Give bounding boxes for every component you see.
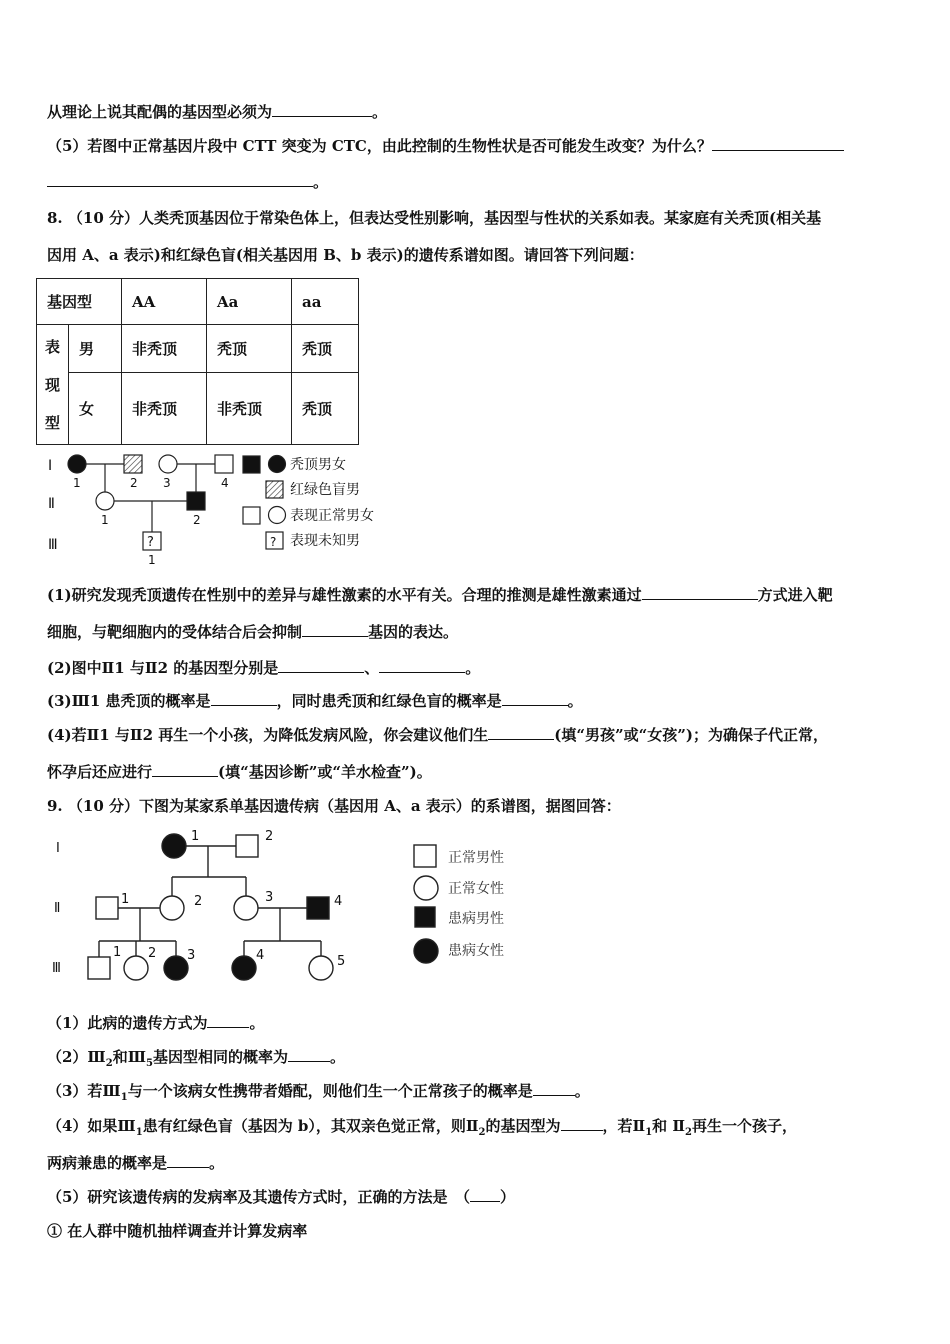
- colorblind-male-symbol: [124, 455, 142, 473]
- gen-label: Ⅲ: [48, 537, 58, 553]
- pedigree-number: 2: [193, 513, 201, 527]
- q8-3: (3)Ⅲ1 患秃顶的概率是 ，同时患秃顶和红绿色盲的概率是 。: [47, 692, 583, 710]
- normal-female-symbol: [159, 455, 177, 473]
- answer-blank[interactable]: [470, 1187, 500, 1202]
- legend-affected-female: [414, 939, 438, 963]
- legend-colorblind-male: [266, 481, 283, 498]
- pedigree-number: 1: [113, 945, 122, 960]
- pedigree-number: 3: [163, 476, 171, 490]
- pedigree-number: 3: [265, 890, 274, 905]
- legend-affected-male: [243, 456, 260, 473]
- legend-normal-female: [414, 876, 438, 900]
- q9-title: 9. （10 分）下图为某家系单基因遗传病（基因用 A、a 表示）的系谱图，据图回答：: [47, 797, 621, 815]
- pedigree-number: 5: [337, 954, 346, 969]
- normal-female-symbol: [234, 896, 258, 920]
- table-cell: 秃顶: [292, 325, 359, 373]
- legend-label: 表现未知男: [290, 533, 360, 549]
- answer-blank[interactable]: [167, 1153, 209, 1168]
- legend-label: 红绿色盲男: [290, 482, 360, 498]
- gen-label: Ⅰ: [56, 841, 60, 856]
- answer-blank[interactable]: [288, 1047, 330, 1062]
- pedigree-number: 2: [148, 946, 157, 961]
- answer-blank[interactable]: [502, 691, 568, 706]
- answer-blank[interactable]: [642, 585, 758, 600]
- legend-normal-male: [414, 845, 436, 867]
- q7-5-cont: 。: [47, 172, 328, 192]
- table-header: Aa: [207, 279, 292, 325]
- pedigree-number: 1: [73, 476, 81, 490]
- q7-line-1: 从理论上说其配偶的基因型必须为 。: [47, 103, 388, 121]
- table-header: aa: [292, 279, 359, 325]
- pedigree-number: 2: [194, 894, 203, 909]
- pedigree-number: 1: [101, 513, 109, 527]
- gen-label: Ⅱ: [48, 496, 55, 512]
- q7-5: （5）若图中正常基因片段中 CTT 突变为 CTC，由此控制的生物性状是否可能发生改变？为什么？: [47, 136, 844, 156]
- pedigree-number: 1: [191, 829, 200, 844]
- q8-1-b: 细胞，与靶细胞内的受体结合后会抑制 基因的表达。: [47, 623, 459, 641]
- q9-option-1: ① 在人群中随机抽样调查并计算发病率: [47, 1222, 308, 1240]
- legend-label: 患病女性: [448, 943, 504, 959]
- table-header: AA: [122, 279, 207, 325]
- pedigree-number: 4: [334, 894, 343, 909]
- answer-blank[interactable]: [47, 172, 313, 187]
- legend-label: 正常男性: [448, 850, 504, 866]
- q8-4-b: 怀孕后还应进行 (填“基因诊断”或“羊水检查”)。: [47, 763, 432, 781]
- pedigree-number: 2: [265, 829, 274, 844]
- answer-blank[interactable]: [152, 762, 218, 777]
- row-head-phenotype: 表 现 型: [37, 325, 69, 445]
- q8-2: (2)图中Ⅱ1 与Ⅱ2 的基因型分别是 、 。: [47, 659, 481, 677]
- normal-female-symbol: [309, 956, 333, 980]
- normal-female-symbol: [96, 492, 114, 510]
- table-cell: 非秃顶: [122, 373, 207, 445]
- q9-5: （5）研究该遗传病的发病率及其遗传方式时，正确的方法是 （ ）: [47, 1188, 515, 1206]
- pedigree-number: 1: [121, 892, 130, 907]
- legend-label: 患病男性: [448, 911, 504, 927]
- pedigree-number: 4: [221, 476, 229, 490]
- pedigree-number: 2: [130, 476, 138, 490]
- legend-affected-male: [415, 907, 435, 927]
- affected-male-symbol: [307, 897, 329, 919]
- q9-2: $(2)Ⅲ_2$和$Ⅲ_5$基因型相同的概率为 。: [47, 1048, 345, 1069]
- answer-blank[interactable]: [272, 102, 372, 117]
- answer-blank[interactable]: [712, 136, 844, 151]
- unknown-mark: ?: [270, 535, 277, 549]
- table-cell: 秃顶: [207, 325, 292, 373]
- table-cell: 秃顶: [292, 373, 359, 445]
- male-label: 男: [69, 325, 122, 373]
- legend-normal-male: [243, 507, 260, 524]
- q8-title-b: 因用 A、a 表示)和红绿色盲(相关基因用 B、b 表示)的遗传系谱如图。请回答下列问题：: [47, 246, 644, 264]
- answer-blank[interactable]: [207, 1013, 249, 1028]
- gen-label: Ⅰ: [48, 458, 53, 474]
- table-header: 基因型: [37, 279, 122, 325]
- affected-female-symbol: [162, 834, 186, 858]
- pedigree-chart-1: [40, 448, 400, 573]
- pedigree-number: 3: [187, 948, 196, 963]
- legend-label: 秃顶男女: [290, 457, 346, 473]
- q8-1-a: (1)研究发现秃顶遗传在性别中的差异与雄性激素的水平有关。合理的推测是雄性激素通过 方式进入靶: [47, 586, 833, 604]
- answer-blank[interactable]: [561, 1116, 603, 1131]
- answer-blank[interactable]: [278, 658, 364, 673]
- answer-blank[interactable]: [488, 725, 554, 740]
- gen-label: Ⅱ: [54, 901, 61, 916]
- legend-label: 表现正常男女: [290, 508, 374, 524]
- q9-1: （1）此病的遗传方式为 。: [47, 1014, 265, 1032]
- table-cell: 非秃顶: [122, 325, 207, 373]
- answer-blank[interactable]: [211, 691, 277, 706]
- q8-4-a: (4)若Ⅱ1 与Ⅱ2 再生一个小孩，为降低发病风险，你会建议他们生 (填“男孩”或“女孩”)；为确保子代正常，: [47, 726, 828, 744]
- q9-4-a: （4）如果$Ⅲ_1$患有红绿色盲（基因为 b），其双亲色觉正常，则$Ⅱ_2$的基因型为 ，若$Ⅱ_1$和 $Ⅱ_2$再生一个孩子，: [47, 1117, 798, 1138]
- legend-affected-female: [269, 456, 286, 473]
- affected-female-symbol: [164, 956, 188, 980]
- pedigree-number: 4: [256, 948, 265, 963]
- answer-blank[interactable]: [302, 622, 368, 637]
- legend-normal-female: [269, 507, 286, 524]
- legend-label: 正常女性: [448, 881, 504, 897]
- normal-male-symbol: [236, 835, 258, 857]
- female-label: 女: [69, 373, 122, 445]
- gen-label: Ⅲ: [52, 961, 61, 976]
- q9-4-b: 两病兼患的概率是 。: [47, 1154, 225, 1172]
- answer-blank[interactable]: [533, 1081, 575, 1096]
- q8-title-a: 8. （10 分）人类秃顶基因位于常染色体上，但表达受性别影响，基因型与性状的关系如表。某家庭有关秃顶(相关基: [47, 209, 822, 227]
- normal-male-symbol: [88, 957, 110, 979]
- affected-male-symbol: [187, 492, 205, 510]
- table-cell: 非秃顶: [207, 373, 292, 445]
- unknown-mark: ?: [147, 535, 154, 550]
- pedigree-chart-2: [40, 825, 540, 990]
- q9-3: （3）若$Ⅲ_1$与一个该病女性携带者婚配，则他们生一个正常孩子的概率是 。: [47, 1082, 590, 1103]
- genotype-table: [36, 278, 359, 445]
- pedigree-number: 1: [148, 553, 156, 567]
- normal-female-symbol: [124, 956, 148, 980]
- normal-male-symbol: [96, 897, 118, 919]
- affected-female-symbol: [68, 455, 86, 473]
- normal-female-symbol: [160, 896, 184, 920]
- answer-blank[interactable]: [379, 658, 465, 673]
- normal-male-symbol: [215, 455, 233, 473]
- affected-female-symbol: [232, 956, 256, 980]
